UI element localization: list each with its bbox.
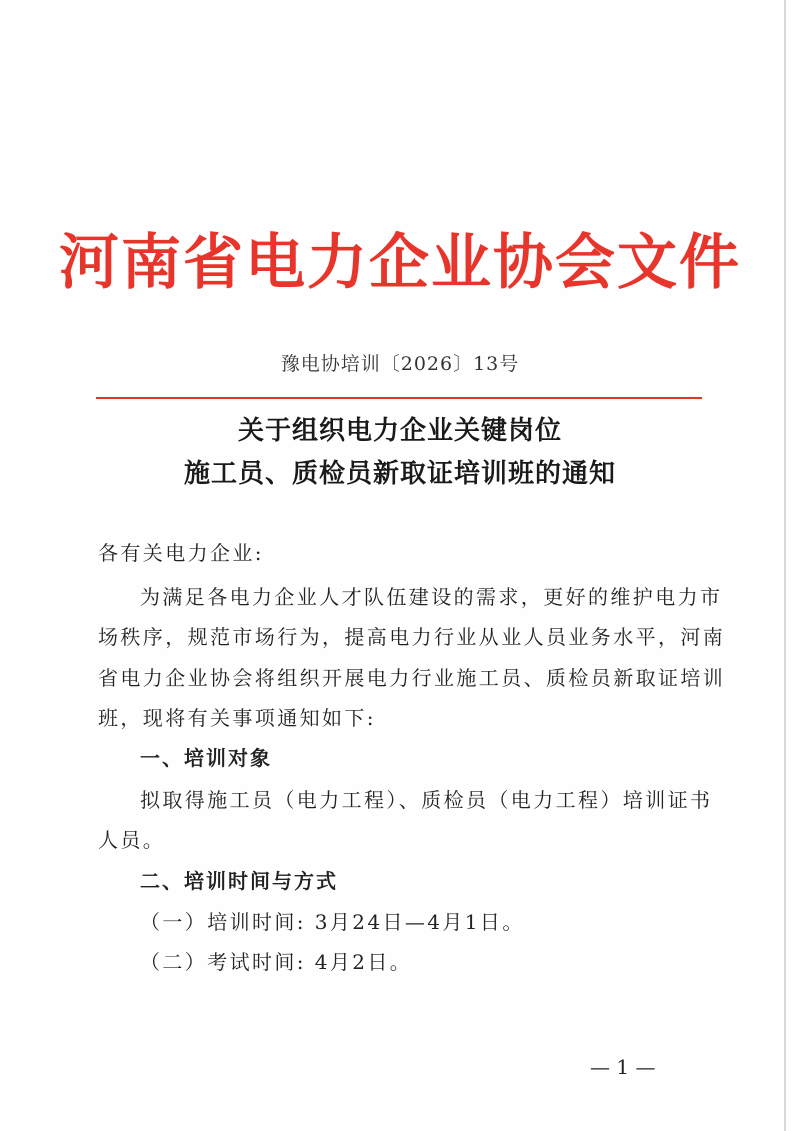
red-divider-line: [96, 397, 702, 399]
intro-line-2: 场秩序，规范市场行为，提高电力行业从业人员业务水平，河南: [98, 625, 726, 649]
document-number: 豫电协培训〔2026〕13号: [280, 353, 520, 375]
section1-line-2: 人员。: [98, 828, 166, 852]
notice-subject: [0, 410, 800, 496]
section-heading-2: 二、培训时间与方式: [140, 869, 338, 893]
org-header-title: 河南省电力企业协会文件: [59, 228, 741, 298]
salutation: 各有关电力企业:: [98, 541, 264, 565]
intro-line-3: 省电力企业协会将组织开展电力行业施工员、质检员新取证培训: [98, 666, 726, 690]
page-number: — 1 —: [590, 1055, 656, 1079]
section2-item-2: （二）考试时间: 4月2日。: [140, 950, 413, 974]
subject-line-1: 关于组织电力企业关键岗位: [237, 416, 562, 446]
scan-edge-line: [784, 0, 786, 1131]
intro-line-1: 为满足各电力企业人才队伍建设的需求，更好的维护电力市: [140, 585, 723, 609]
intro-line-4: 班，现将有关事项通知如下:: [98, 706, 376, 730]
section2-item-1: （一）培训时间: 3月24日—4月1日。: [140, 910, 525, 934]
subject-line-2: 施工员、质检员新取证培训班的通知: [183, 459, 616, 489]
section1-line-1: 拟取得施工员（电力工程）、质检员（电力工程）培训证书: [140, 788, 713, 812]
section-heading-1: 一、培训对象: [140, 746, 272, 770]
